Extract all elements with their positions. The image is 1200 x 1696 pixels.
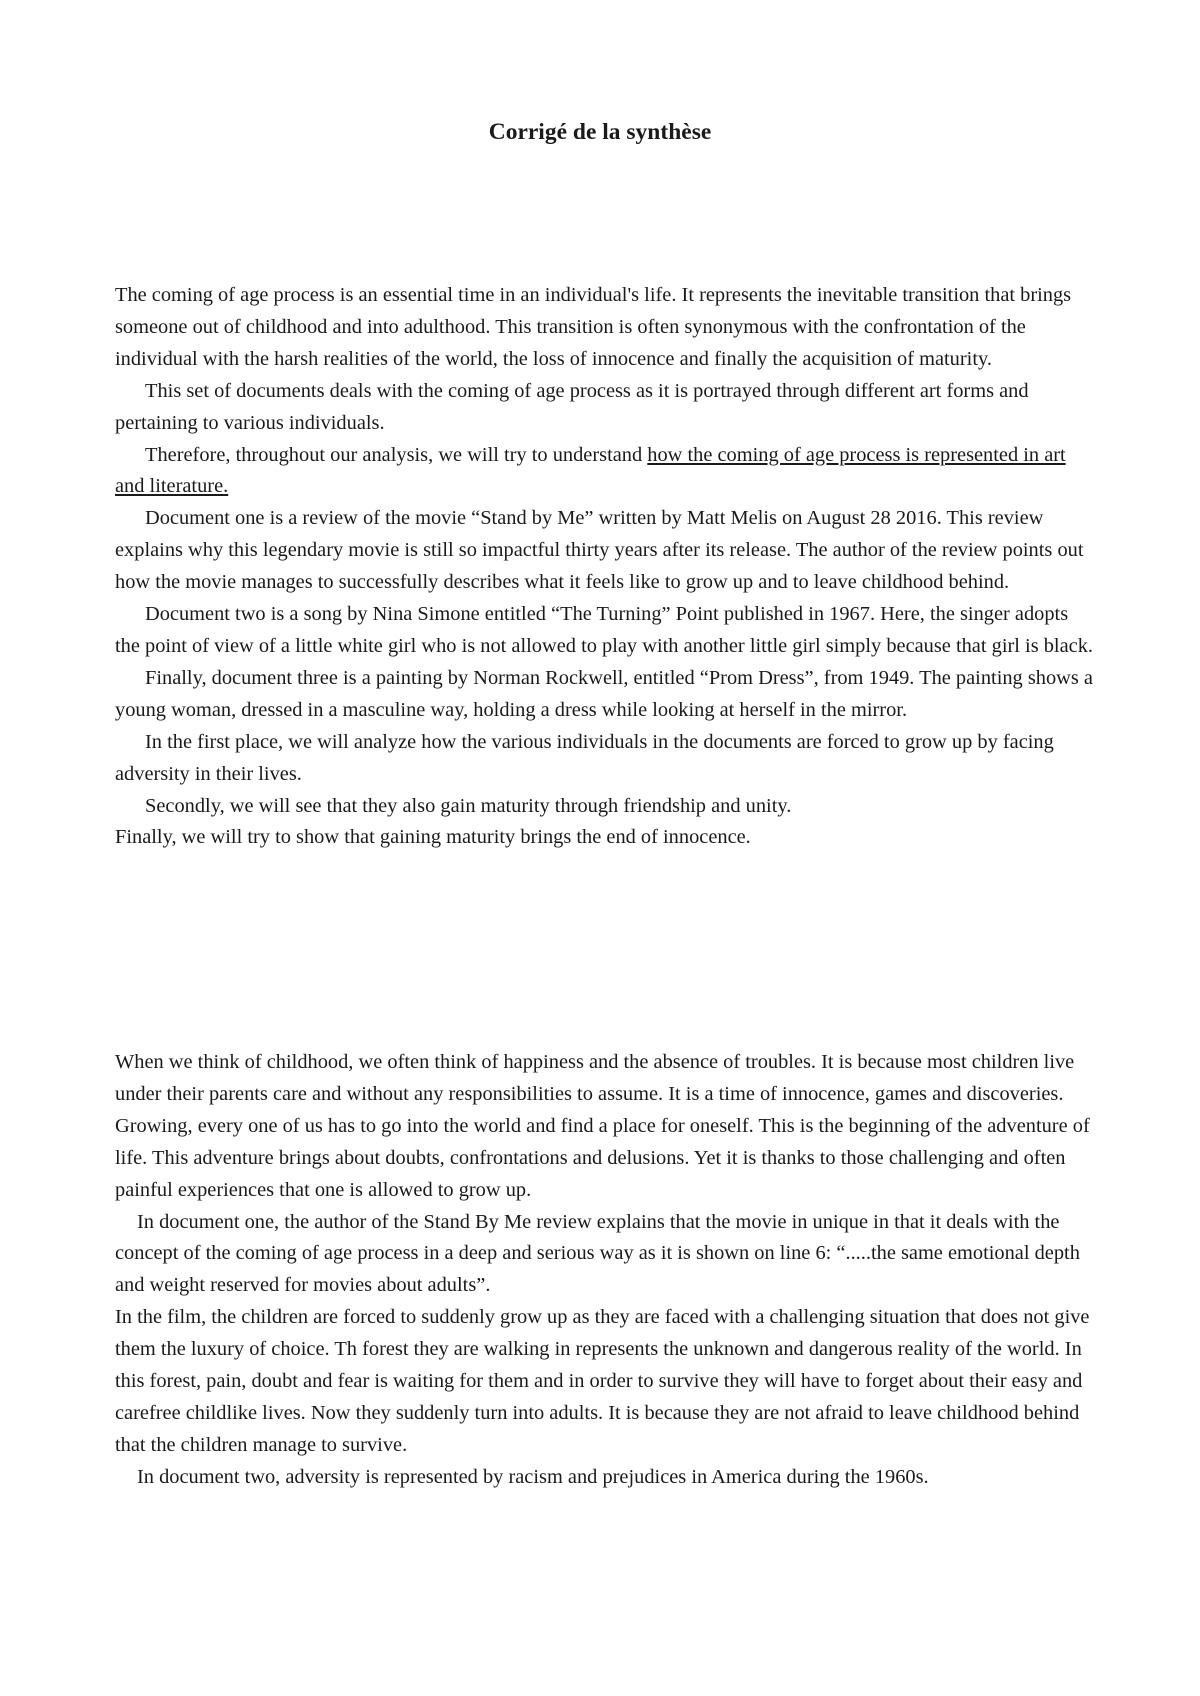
intro-paragraph-problematic (115, 440, 1095, 504)
part-one-paragraph-4: In document two, adversity is represented by racism and prejudices in America during the 1960s. (137, 1465, 929, 1488)
intro-paragraph-plan-2: Secondly, we will see that they also gain maturity through friendship and unity. (145, 794, 792, 817)
intro-paragraph-document-two: Document two is a song by Nina Simone entitled “The Turning” Point published in 1967. Here, the singer adopts the point of view of a little white girl who is not allowed to play with another little girl simply because that girl is black. (115, 603, 1093, 657)
page-title: Corrigé de la synthèse (488, 119, 712, 145)
intro-paragraph-document-three: Finally, document three is a painting by Norman Rockwell, entitled “Prom Dress”, from 1949. The painting shows a young woman, dressed in a masculine way, holding a dress while looking at herself in the mirror. (115, 666, 1093, 721)
part-one-section (115, 1047, 1095, 1494)
intro-paragraph-2: This set of documents deals with the coming of age process as it is portrayed through different art forms and pertaining to various individuals. (115, 379, 1029, 434)
part-one-paragraph-3: In the film, the children are forced to suddenly grow up as they are faced with a challenging situation that does not give them the luxury of choice. Th forest they are walking in represents the unknown and dangerous reality of the world. In this forest, pain, doubt and fear is waiting for them and in order to survive they will have to forget about their easy and carefree childlike lives. Now they suddenly turn into adults. It is because they are not afraid to leave childhood behind that the children manage to survive. (115, 1306, 1090, 1456)
part-one-paragraph-1: When we think of childhood, we often think of happiness and the absence of troubles. It is because most children live under their parents care and without any responsibilities to assume. It is a time of innocence, games and discoveries. Growing, every one of us has to go into the world and find a place for oneself. This is the beginning of the adventure of life. This adventure brings about doubts, confrontations and delusions. Yet it is thanks to those challenging and often painful experiences that one is allowed to grow up. (115, 1051, 1090, 1201)
problematic-lead: Therefore, throughout our analysis, we will try to understand (145, 443, 648, 466)
part-one-paragraph-2: In document one, the author of the Stand By Me review explains that the movie in unique in that it deals with the concept of the coming of age process in a deep and serious way as it is shown on line 6: “.....the same emotional depth and weight reserved for movies about adults”. (115, 1210, 1080, 1297)
intro-paragraph-plan-3: Finally, we will try to show that gaining maturity brings the end of innocence. (115, 826, 751, 849)
intro-paragraph-document-one: Document one is a review of the movie “Stand by Me” written by Matt Melis on August 28 2016. This review explains why this legendary movie is still so impactful thirty years after its release. The author of the review points out how the movie manages to successfully describes what it feels like to grow up and to leave childhood behind. (115, 507, 1084, 594)
problematic-statement: how the coming of age process is represented in art and literature. (115, 443, 1066, 498)
intro-paragraph-1: The coming of age process is an essential time in an individual's life. It represents the inevitable transition that brings someone out of childhood and into adulthood. This transition is often synonymous with the confrontation of the individual with the harsh realities of the world, the loss of innocence and finally the acquisition of maturity. (115, 284, 1072, 370)
intro-paragraph-plan-1: In the first place, we will analyze how the various individuals in the documents are forced to grow up by facing adversity in their lives. (115, 730, 1054, 785)
introduction-section (115, 280, 1095, 854)
